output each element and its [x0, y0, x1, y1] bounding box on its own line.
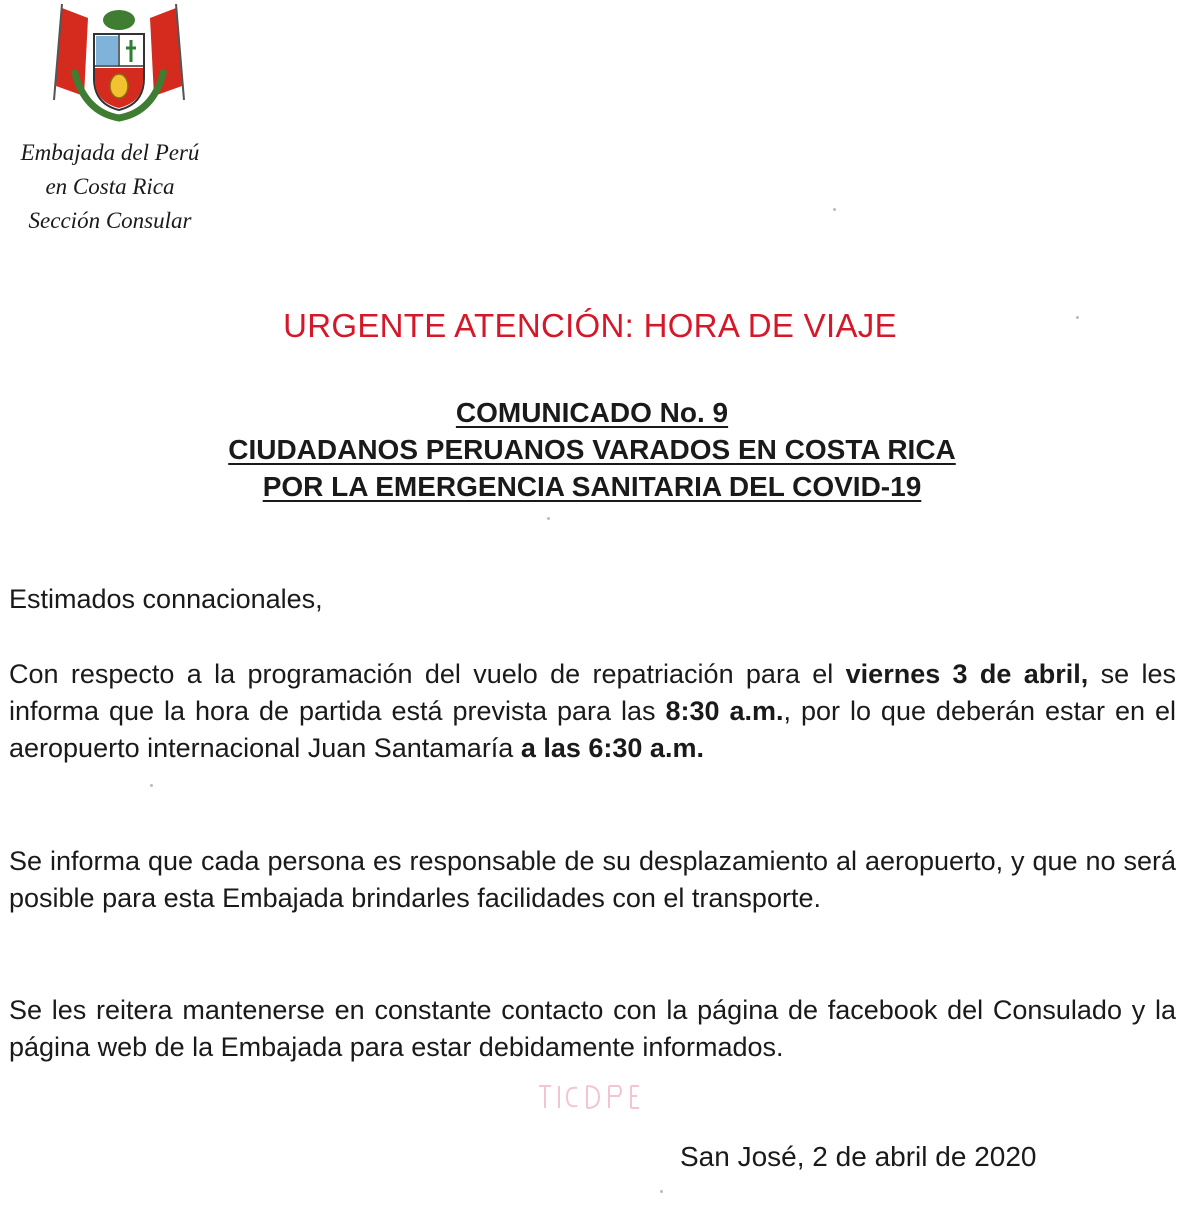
- paragraph-transport: Se informa que cada persona es responsable de su desplazamiento al aeropuerto, y que no será posible para esta Embajada brindarles facilidades con el transporte.: [9, 846, 1176, 913]
- p1-departure-time: 8:30 a.m.: [665, 696, 784, 726]
- paragraph-contact: Se les reitera mantenerse en constante contacto con la página de facebook del Consulado y la página web de la Embajada para estar debidamente informados.: [9, 995, 1176, 1062]
- salutation: Estimados connacionales,: [9, 584, 323, 614]
- p1-date: viernes 3 de abril,: [845, 659, 1089, 689]
- letterhead-line-country: en Costa Rica: [45, 174, 175, 199]
- scan-speck: [547, 517, 550, 520]
- scan-speck: [833, 208, 836, 211]
- peru-coat-of-arms-icon: [44, 0, 194, 124]
- urgent-notice: URGENTE ATENCIÓN: HORA DE VIAJE: [283, 307, 897, 344]
- letterhead-line-embassy: Embajada del Perú: [20, 140, 200, 165]
- scan-speck: [1076, 316, 1079, 319]
- letterhead: [0, 136, 220, 238]
- scan-speck: [150, 784, 153, 787]
- communique-number: COMUNICADO No. 9: [455, 397, 729, 428]
- p1-arrival-time: a las 6:30 a.m.: [520, 733, 704, 763]
- communique-subject-line-1: CIUDADANOS PERUANOS VARADOS EN COSTA RICA: [228, 434, 956, 465]
- p1-text-2: se les informa que la hora de partida está prevista para las: [9, 659, 1176, 726]
- p1-text-1: Con respecto a la programación del vuelo de repatriación para el: [9, 659, 846, 689]
- scan-speck: [660, 1190, 663, 1193]
- faint-stamp-mark: [533, 1080, 643, 1112]
- communique-heading: [0, 394, 1184, 505]
- paragraph-flight-schedule: [9, 656, 1176, 767]
- letterhead-line-section: Sección Consular: [28, 208, 192, 233]
- place-and-date: San José, 2 de abril de 2020: [680, 1141, 1037, 1172]
- p1-text-3: , por lo que deberán estar en el aeropuerto internacional Juan Santamaría: [9, 696, 1176, 763]
- communique-subject-line-2: POR LA EMERGENCIA SANITARIA DEL COVID-19: [262, 471, 922, 502]
